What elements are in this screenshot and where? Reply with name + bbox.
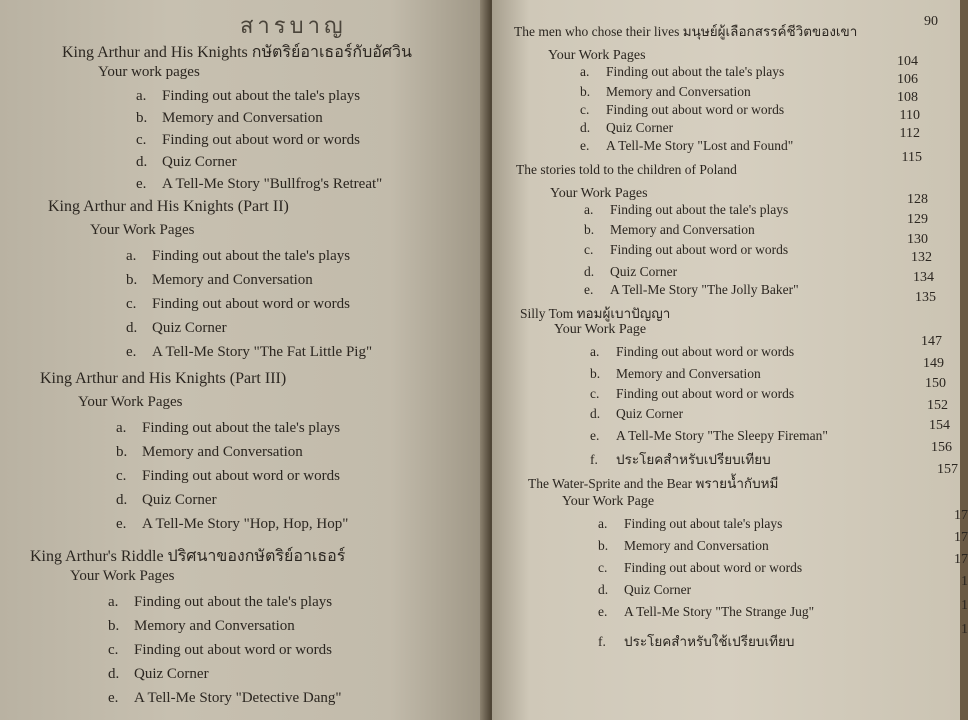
section-title: King Arthur and His Knights (Part III) xyxy=(40,370,287,387)
list-item: a. Finding out about the tale's plays xyxy=(126,248,351,264)
list-item: e. A Tell-Me Story "The Jolly Baker" xyxy=(584,282,799,297)
list-item: c. Finding out about word or words xyxy=(580,102,785,117)
list-item: a. Finding out about the tale's plays xyxy=(584,202,789,217)
section-title: King Arthur's Riddle ปริศนาของกษัตริย์อาเธอร์ xyxy=(30,548,346,565)
list-item: b. Memory and Conversation xyxy=(580,84,751,99)
page-number: 17 xyxy=(954,552,968,567)
section-title: Silly Tom ทอมผู้เบาปัญญา xyxy=(520,306,671,321)
page-number: 129 xyxy=(907,212,928,227)
page-number: 132 xyxy=(911,250,932,265)
page-number: 17 xyxy=(954,508,968,523)
section-title: King Arthur and His Knights กษัตริย์อาเธอร์กับอัศวิน xyxy=(62,44,412,61)
page-number: 1 xyxy=(961,622,968,637)
page-number: 112 xyxy=(899,126,920,141)
section-title: King Arthur and His Knights (Part II) xyxy=(48,198,289,215)
page-number: 130 xyxy=(907,232,928,247)
page-number: 90 xyxy=(924,14,938,29)
right-page xyxy=(492,0,968,720)
section-subtitle: Your Work Page xyxy=(554,322,647,337)
page-number: 17 xyxy=(954,530,968,545)
list-item: b. Memory and Conversation xyxy=(116,444,303,460)
list-item: b. Memory and Conversation xyxy=(598,538,769,553)
section-subtitle: Your Work Pages xyxy=(70,568,175,584)
list-item: f. ประโยคสำหรับเปรียบเทียบ xyxy=(590,452,771,467)
page-number: 157 xyxy=(937,462,958,477)
section-title: The Water-Sprite and the Bear พรายน้ำกับหมี xyxy=(528,476,779,491)
section-title: The men who chose their lives มนุษย์ผู้เลือกสรรค์ชีวิตของเขา xyxy=(514,24,858,39)
page-number: 135 xyxy=(915,290,936,305)
list-item: e. A Tell-Me Story "Lost and Found" xyxy=(580,138,794,153)
list-item: c. Finding out about word or words xyxy=(108,642,332,658)
list-item: c. Finding out about word or words xyxy=(126,296,350,312)
list-item: d. Quiz Corner xyxy=(136,154,237,170)
page-number: 128 xyxy=(907,192,928,207)
page-number: 1 xyxy=(961,598,968,613)
list-item: e. A Tell-Me Story "Hop, Hop, Hop" xyxy=(116,516,349,532)
list-item: d. Quiz Corner xyxy=(108,666,209,682)
section-subtitle: Your Work Pages xyxy=(548,48,646,63)
section-subtitle: Your Work Pages xyxy=(78,394,183,410)
list-item: a. Finding out about word or words xyxy=(590,344,795,359)
section-subtitle: Your Work Pages xyxy=(90,222,195,238)
list-item: e. A Tell-Me Story "The Fat Little Pig" xyxy=(126,344,373,360)
page-number: 149 xyxy=(923,356,944,371)
section-subtitle: Your Work Pages xyxy=(550,186,648,201)
page-number: 115 xyxy=(901,150,922,165)
page-number: 152 xyxy=(927,398,948,413)
contents-title: สารบาญ xyxy=(240,13,347,38)
section-subtitle: Your work pages xyxy=(98,64,200,80)
list-item: e. A Tell-Me Story "The Sleepy Fireman" xyxy=(590,428,828,443)
page-number: 150 xyxy=(925,376,946,391)
page-number: 154 xyxy=(929,418,950,433)
list-item: c. Finding out about word or words xyxy=(136,132,360,148)
list-item: e. A Tell-Me Story "Bullfrog's Retreat" xyxy=(136,176,383,192)
page-number: 108 xyxy=(897,90,918,105)
list-item: e. A Tell-Me Story "The Strange Jug" xyxy=(598,604,815,619)
page-number: 147 xyxy=(921,334,942,349)
list-item: c. Finding out about word or words xyxy=(590,386,795,401)
list-item: f. ประโยคสำหรับใช้เปรียบเทียบ xyxy=(598,634,795,649)
list-item: c. Finding out about word or words xyxy=(584,242,789,257)
list-item: a. Finding out about the tale's plays xyxy=(136,88,361,104)
list-item: d. Quiz Corner xyxy=(116,492,217,508)
list-item: b. Memory and Conversation xyxy=(584,222,755,237)
list-item: c. Finding out about word or words xyxy=(598,560,803,575)
page-number: 106 xyxy=(897,72,918,87)
list-item: c. Finding out about word or words xyxy=(116,468,340,484)
list-item: a. Finding out about the tale's plays xyxy=(108,594,333,610)
list-item: b. Memory and Conversation xyxy=(136,110,323,126)
list-item: d. Quiz Corner xyxy=(584,264,678,279)
list-item: d. Quiz Corner xyxy=(580,120,674,135)
page-number: 110 xyxy=(899,108,920,123)
page-number: 156 xyxy=(931,440,952,455)
section-subtitle: Your Work Page xyxy=(562,494,655,509)
list-item: a. Finding out about tale's plays xyxy=(598,516,783,531)
list-item: d. Quiz Corner xyxy=(590,406,684,421)
list-item: a. Finding out about the tale's plays xyxy=(116,420,341,436)
list-item: a. Finding out about the tale's plays xyxy=(580,64,785,79)
page-number: 104 xyxy=(897,54,918,69)
list-item: b. Memory and Conversation xyxy=(126,272,313,288)
list-item: b. Memory and Conversation xyxy=(108,618,295,634)
list-item: d. Quiz Corner xyxy=(126,320,227,336)
page-number: 134 xyxy=(913,270,934,285)
page-number: 1 xyxy=(961,574,968,589)
list-item: e. A Tell-Me Story "Detective Dang" xyxy=(108,690,342,706)
section-title: The stories told to the children of Poland xyxy=(516,162,737,177)
list-item: b. Memory and Conversation xyxy=(590,366,761,381)
list-item: d. Quiz Corner xyxy=(598,582,692,597)
